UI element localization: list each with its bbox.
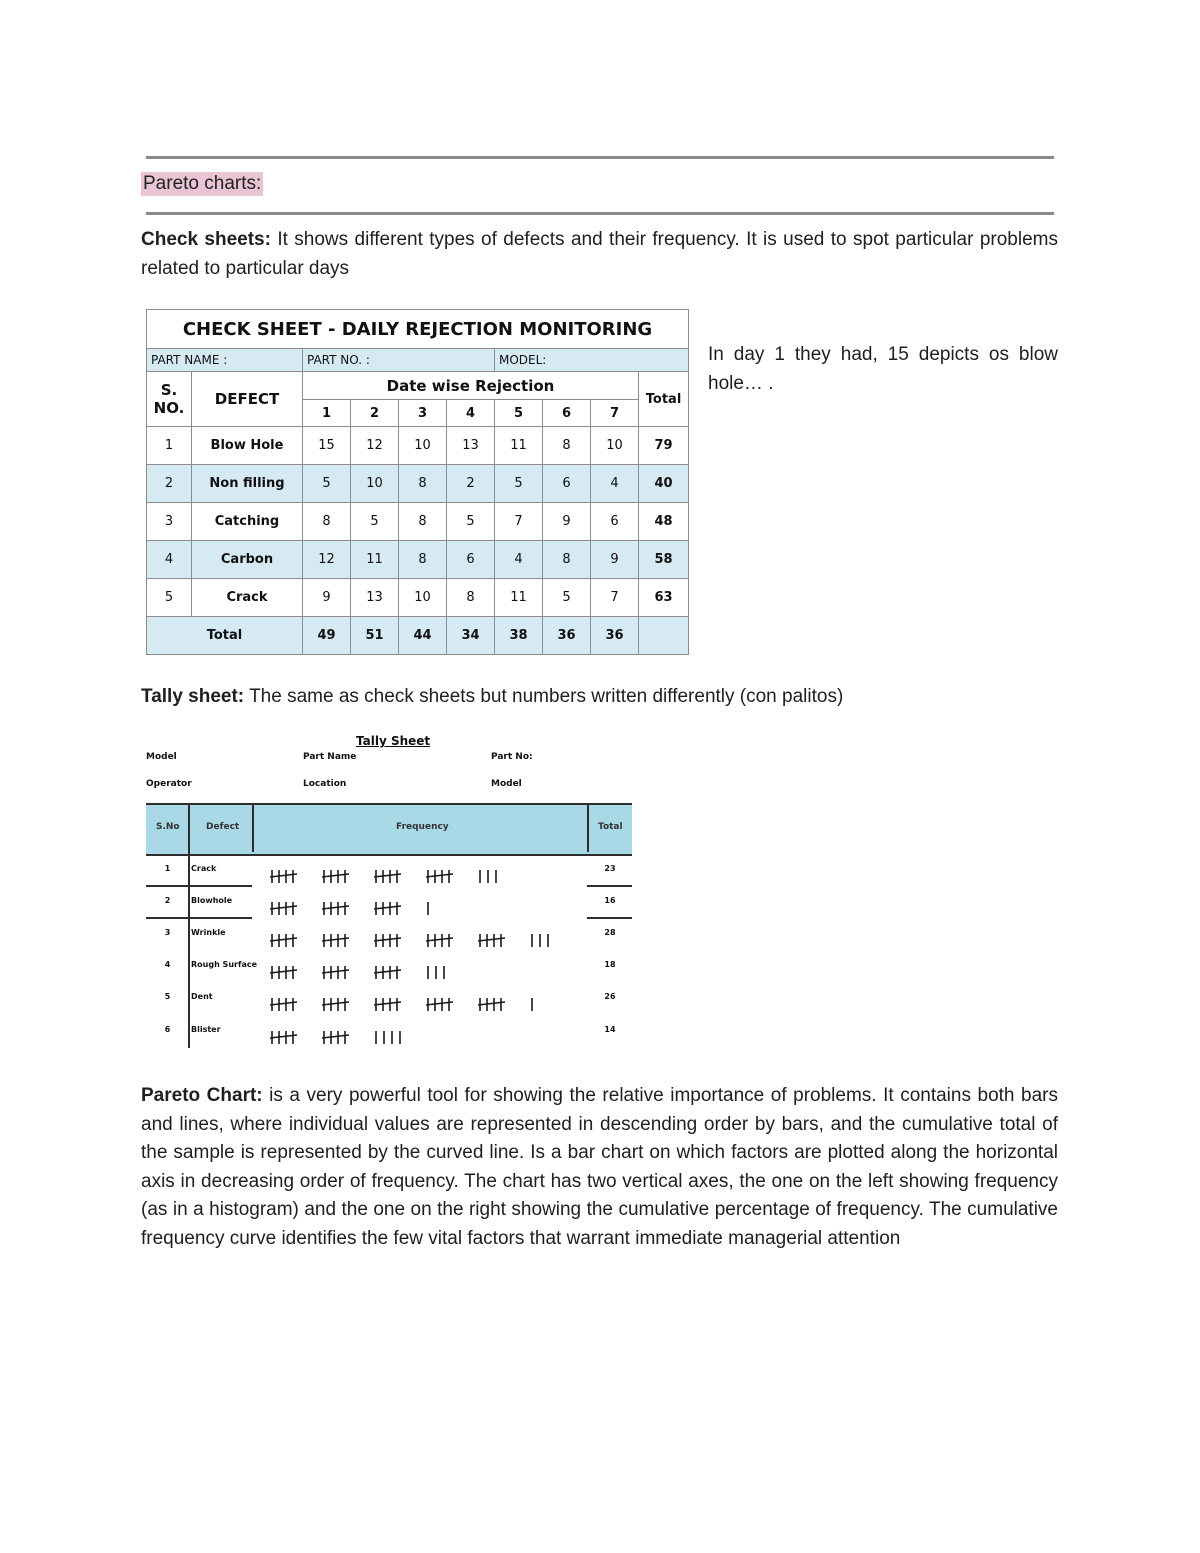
day-header: 3 bbox=[399, 400, 447, 427]
day-total-cell: 51 bbox=[351, 617, 399, 655]
value-cell: 8 bbox=[543, 427, 591, 465]
value-cell: 10 bbox=[399, 427, 447, 465]
sno-cell: 2 bbox=[147, 465, 192, 503]
defect-cell: Crack bbox=[192, 579, 303, 617]
value-cell: 15 bbox=[303, 427, 351, 465]
check-sheet-image bbox=[146, 309, 687, 655]
day-total-cell: 49 bbox=[303, 617, 351, 655]
tally-total: 23 bbox=[604, 864, 616, 873]
day-header: 2 bbox=[351, 400, 399, 427]
tally-marks bbox=[270, 897, 580, 921]
tally-marks bbox=[270, 961, 580, 985]
tally-hline-1 bbox=[146, 885, 252, 887]
tally-vline-3 bbox=[587, 803, 589, 852]
value-cell: 13 bbox=[447, 427, 495, 465]
value-cell: 5 bbox=[351, 503, 399, 541]
tally-hline-3 bbox=[146, 917, 252, 919]
tally-location-label: Location bbox=[303, 779, 347, 789]
day-header: 7 bbox=[591, 400, 639, 427]
empty-cell bbox=[639, 617, 689, 655]
defect-cell: Blow Hole bbox=[192, 427, 303, 465]
tally-part-name-label: Part Name bbox=[303, 752, 357, 762]
tally-marks bbox=[270, 929, 580, 953]
col-defect: Defect bbox=[206, 822, 240, 832]
tally-model-label: Model bbox=[146, 752, 177, 762]
tally-marks bbox=[270, 865, 580, 889]
check-sheet-table bbox=[146, 309, 689, 655]
total-cell: 79 bbox=[639, 427, 689, 465]
pareto-paragraph bbox=[141, 1082, 1058, 1253]
value-cell: 11 bbox=[495, 427, 543, 465]
datewise-header: Date wise Rejection bbox=[303, 372, 639, 400]
day-header: 4 bbox=[447, 400, 495, 427]
value-cell: 2 bbox=[447, 465, 495, 503]
tally-marks bbox=[270, 993, 580, 1017]
side-note: In day 1 they had, 15 depicts os blow hole… . bbox=[708, 344, 1058, 394]
value-cell: 5 bbox=[303, 465, 351, 503]
table-row bbox=[147, 503, 689, 541]
value-cell: 11 bbox=[495, 579, 543, 617]
tally-title: Tally Sheet bbox=[356, 734, 431, 748]
sno-cell: 3 bbox=[147, 503, 192, 541]
total-header: Total bbox=[639, 372, 689, 427]
check-sheets-paragraph bbox=[141, 226, 1058, 283]
tally-paragraph bbox=[141, 683, 1058, 712]
day-total-cell: 36 bbox=[591, 617, 639, 655]
table-row bbox=[147, 427, 689, 465]
tally-defect: Dent bbox=[191, 992, 213, 1001]
day-total-cell: 38 bbox=[495, 617, 543, 655]
total-cell: 48 bbox=[639, 503, 689, 541]
day-total-cell: 44 bbox=[399, 617, 447, 655]
value-cell: 8 bbox=[399, 541, 447, 579]
value-cell: 6 bbox=[591, 503, 639, 541]
pareto-text: is a very powerful tool for showing the relative importance of problems. It contains both bars and lines, where individual values are represented in descending order by bars, and the cumulative total of the sample is represented by the curved line. Is a bar chart on which factors are plotted along the horizontal axis in decreasing order of frequency. The chart has two vertical axes, the one on the left showing frequency (as in a histogram) and the one on the right showing the cumulative percentage of frequency. The cumulative frequency curve identifies the few vital factors that warrant immediate managerial attention bbox=[141, 1085, 1058, 1249]
value-cell: 7 bbox=[591, 579, 639, 617]
tally-total: 28 bbox=[604, 928, 616, 937]
value-cell: 9 bbox=[591, 541, 639, 579]
part-no-label: PART NO. : bbox=[303, 349, 495, 372]
tally-text: The same as check sheets but numbers written differently (con palitos) bbox=[244, 686, 844, 707]
day-total-cell: 36 bbox=[543, 617, 591, 655]
tally-sno: 4 bbox=[164, 960, 171, 969]
value-cell: 12 bbox=[303, 541, 351, 579]
value-cell: 5 bbox=[543, 579, 591, 617]
day-total-cell: 34 bbox=[447, 617, 495, 655]
value-cell: 8 bbox=[303, 503, 351, 541]
value-cell: 8 bbox=[447, 579, 495, 617]
value-cell: 5 bbox=[447, 503, 495, 541]
check-sheets-text: It shows different types of defects and their frequency. It is used to spot particular problems related to particular days bbox=[141, 229, 1058, 279]
col-frequency: Frequency bbox=[396, 822, 449, 832]
value-cell: 7 bbox=[495, 503, 543, 541]
defect-cell: Carbon bbox=[192, 541, 303, 579]
day-header: 5 bbox=[495, 400, 543, 427]
tally-total: 18 bbox=[604, 960, 616, 969]
check-sheets-term: Check sheets: bbox=[141, 229, 271, 250]
tally-defect: Wrinkle bbox=[191, 928, 226, 937]
check-sheet-title: CHECK SHEET - DAILY REJECTION MONITORING bbox=[147, 310, 689, 349]
tally-part-no-label: Part No: bbox=[491, 752, 533, 762]
tally-vline-1 bbox=[188, 803, 190, 1048]
tally-sno: 5 bbox=[164, 992, 171, 1001]
defect-cell: Non filling bbox=[192, 465, 303, 503]
value-cell: 6 bbox=[543, 465, 591, 503]
value-cell: 5 bbox=[495, 465, 543, 503]
day-header: 1 bbox=[303, 400, 351, 427]
sno-cell: 1 bbox=[147, 427, 192, 465]
tally-operator-label: Operator bbox=[146, 779, 192, 789]
tally-sno: 3 bbox=[164, 928, 171, 937]
value-cell: 8 bbox=[543, 541, 591, 579]
total-cell: 40 bbox=[639, 465, 689, 503]
value-cell: 9 bbox=[303, 579, 351, 617]
tally-hline-2 bbox=[587, 885, 632, 887]
sno-header: S. NO. bbox=[147, 372, 192, 427]
defect-header: DEFECT bbox=[192, 372, 303, 427]
table-row bbox=[147, 541, 689, 579]
value-cell: 4 bbox=[495, 541, 543, 579]
col-total: Total bbox=[598, 822, 623, 832]
sno-cell: 5 bbox=[147, 579, 192, 617]
total-cell: 63 bbox=[639, 579, 689, 617]
tally-marks bbox=[270, 1026, 580, 1050]
tally-defect: Blowhole bbox=[191, 896, 233, 905]
second-rule bbox=[146, 212, 1054, 215]
tally-model2-label: Model bbox=[491, 779, 522, 789]
total-cell: 58 bbox=[639, 541, 689, 579]
part-name-label: PART NAME : bbox=[147, 349, 303, 372]
tally-defect: Blister bbox=[191, 1025, 221, 1034]
tally-total: 26 bbox=[604, 992, 616, 1001]
value-cell: 8 bbox=[399, 503, 447, 541]
top-rule bbox=[146, 156, 1054, 159]
col-sno: S.No bbox=[156, 822, 180, 832]
value-cell: 13 bbox=[351, 579, 399, 617]
value-cell: 12 bbox=[351, 427, 399, 465]
tally-term: Tally sheet: bbox=[141, 686, 245, 707]
value-cell: 9 bbox=[543, 503, 591, 541]
tally-hline-4 bbox=[587, 917, 632, 919]
table-row bbox=[147, 465, 689, 503]
tally-total: 16 bbox=[604, 896, 616, 905]
value-cell: 6 bbox=[447, 541, 495, 579]
value-cell: 10 bbox=[399, 579, 447, 617]
value-cell: 4 bbox=[591, 465, 639, 503]
tally-defect: Rough Surface bbox=[191, 960, 258, 969]
value-cell: 10 bbox=[591, 427, 639, 465]
total-row bbox=[147, 617, 689, 655]
sno-cell: 4 bbox=[147, 541, 192, 579]
table-row bbox=[147, 579, 689, 617]
defect-cell: Catching bbox=[192, 503, 303, 541]
tally-defect: Crack bbox=[191, 864, 217, 873]
tally-sno: 6 bbox=[164, 1025, 171, 1034]
check-sheet-body bbox=[147, 427, 689, 617]
pareto-term: Pareto Chart: bbox=[141, 1085, 263, 1106]
section-heading: Pareto charts: bbox=[143, 173, 262, 194]
value-cell: 10 bbox=[351, 465, 399, 503]
tally-total: 14 bbox=[604, 1025, 616, 1034]
total-row-label: Total bbox=[147, 617, 303, 655]
tally-sno: 2 bbox=[164, 896, 171, 905]
tally-vline-2 bbox=[252, 803, 254, 852]
tally-sheet-image bbox=[146, 730, 632, 1050]
tally-sno: 1 bbox=[164, 864, 171, 873]
model-label: MODEL: bbox=[495, 349, 689, 372]
value-cell: 11 bbox=[351, 541, 399, 579]
day-header: 6 bbox=[543, 400, 591, 427]
value-cell: 8 bbox=[399, 465, 447, 503]
